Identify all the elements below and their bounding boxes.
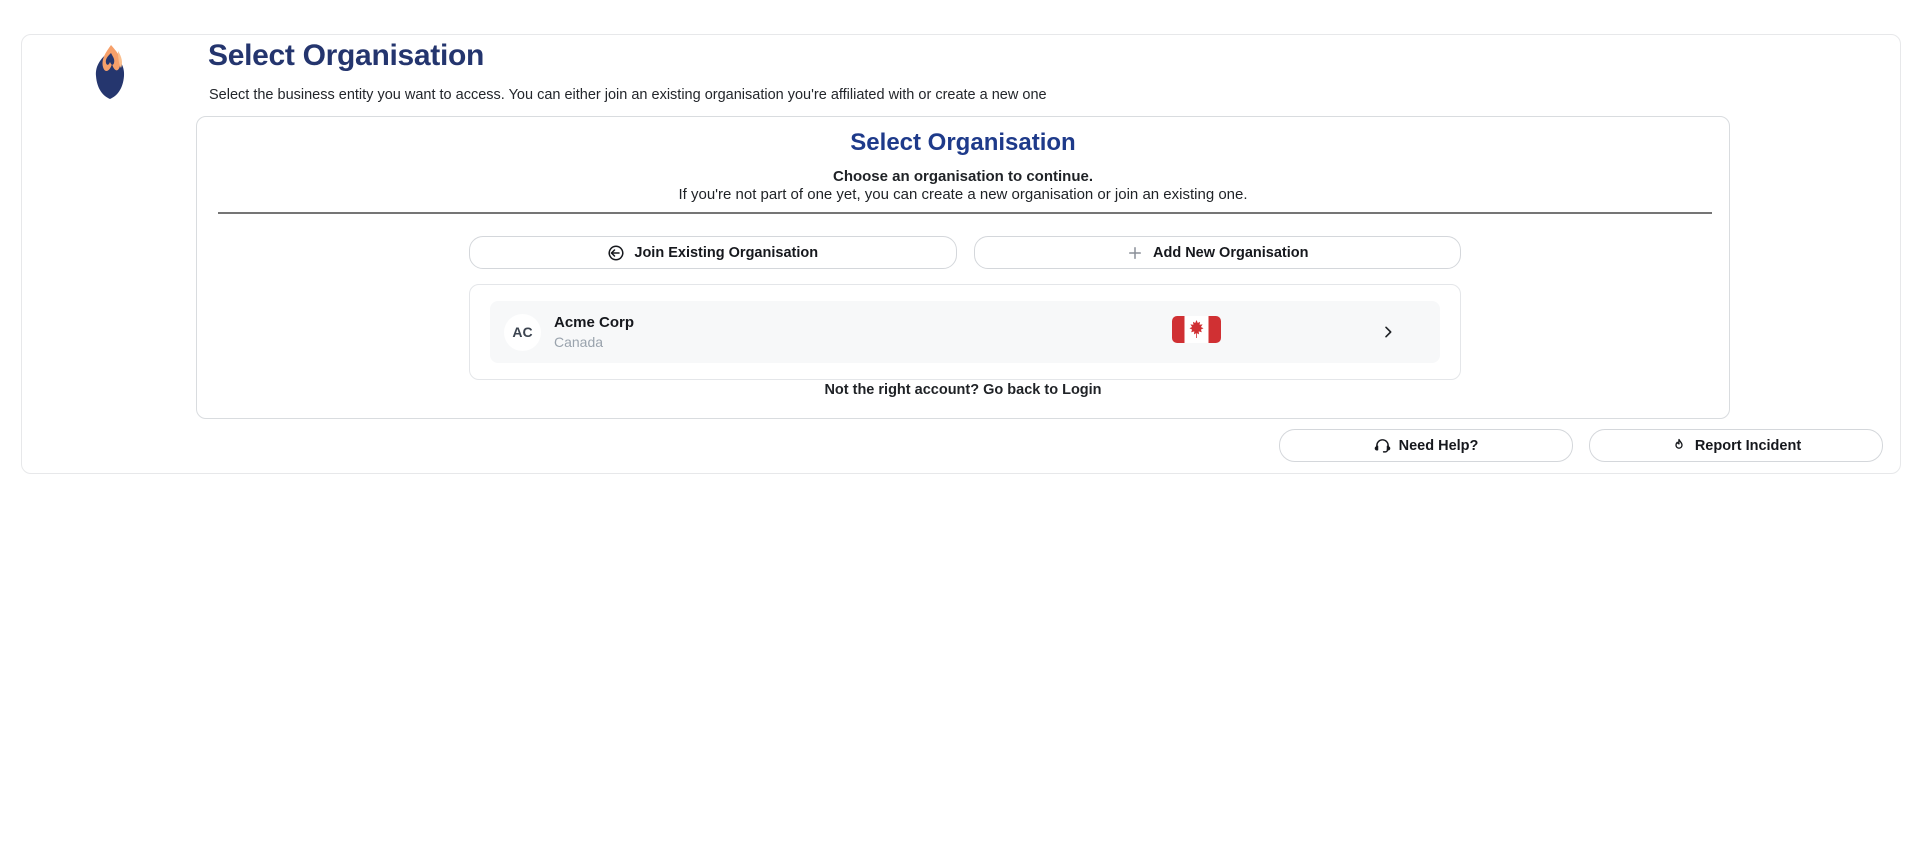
- organisation-row-acme-corp[interactable]: [490, 301, 1440, 363]
- organisation-avatar: AC: [504, 314, 541, 351]
- report-incident-label: Report Incident: [1694, 437, 1802, 454]
- card-intro-text: If you're not part of one yet, you can create a new organisation or join an existing one.: [678, 186, 1248, 203]
- organisation-name: Acme Corp: [554, 314, 635, 331]
- page-title: Select Organisation: [208, 39, 485, 72]
- card-intro-bold: Choose an organisation to continue.: [832, 168, 1093, 185]
- join-existing-organisation-button[interactable]: [469, 236, 957, 269]
- add-new-organisation-label: Add New Organisation: [1153, 244, 1309, 261]
- page-subtitle: Select the business entity you want to access. You can either join an existing organisation you're affiliated with or create a new one: [209, 87, 1047, 103]
- organisation-country: Canada: [554, 334, 604, 350]
- organisation-info: [554, 314, 634, 350]
- flame-icon: [1671, 437, 1687, 454]
- canada-flag-icon: [1172, 316, 1221, 348]
- login-circle-icon: [607, 244, 625, 262]
- join-existing-organisation-label: Join Existing Organisation: [634, 244, 819, 261]
- plus-icon: [1126, 244, 1144, 262]
- flame-logo: [92, 43, 128, 101]
- organisation-list: [469, 284, 1461, 380]
- divider: [218, 212, 1712, 214]
- chevron-right-icon: [1380, 324, 1396, 340]
- go-back-to-login-link[interactable]: Not the right account? Go back to Login: [824, 382, 1102, 398]
- footer-actions: [1279, 429, 1883, 462]
- need-help-label: Need Help?: [1398, 437, 1479, 454]
- add-new-organisation-button[interactable]: [974, 236, 1462, 269]
- card-heading: Select Organisation: [850, 129, 1076, 156]
- main-panel: [21, 34, 1901, 474]
- headset-icon: [1374, 437, 1391, 454]
- report-incident-button[interactable]: [1589, 429, 1883, 462]
- need-help-button[interactable]: [1279, 429, 1573, 462]
- select-organisation-card: [196, 116, 1730, 419]
- organisation-actions: [469, 236, 1461, 269]
